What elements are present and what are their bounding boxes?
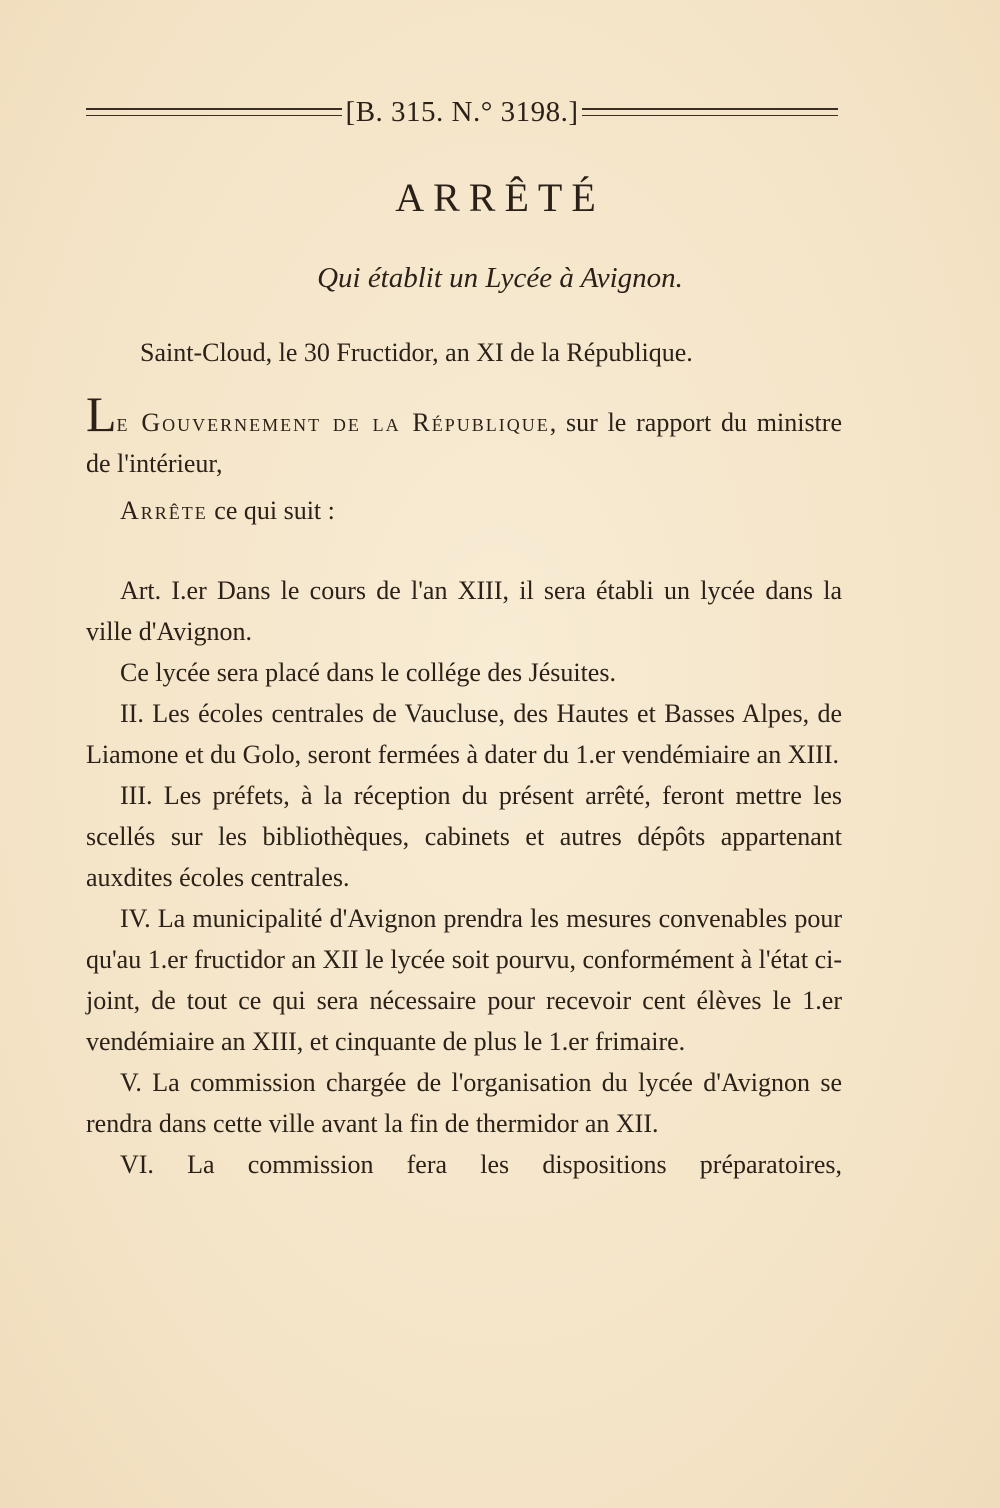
dateline: Saint-Cloud, le 30 Fructidor, an XI de la République. (140, 338, 693, 367)
bulletin-reference: [B. 315. N.° 3198.] (345, 95, 579, 128)
drop-cap: L (86, 386, 117, 442)
document-title: ARRÊTÉ (395, 175, 605, 220)
arrete-rest: ce qui suit : (207, 496, 335, 525)
article-5: V. La commission chargée de l'organisation du lycée d'Avignon se rendra dans cette ville avant la fin de thermidor an XII. (86, 1068, 842, 1138)
arrete-caps: Arrête (120, 496, 208, 525)
arrete-line (120, 496, 335, 526)
article-4: IV. La municipalité d'Avignon prendra les mesures convenables pour qu'au 1.er fructidor an XII le lycée soit pourvu, conformément à l'état ci-joint, de tout ce qui sera nécessaire pour recevoir cent élèves le 1.er vendémiaire an XIII, et cinquante de plus le 1.er frimaire. (86, 904, 842, 1056)
preamble-rest: , sur le rapport du ministre de l'intérieur, (86, 408, 842, 478)
article-2: II. Les écoles centrales de Vaucluse, des Hautes et Basses Alpes, de Liamone et du Golo, seront fermées à dater du 1.er vendémiaire an XIII. (86, 699, 842, 769)
preamble (86, 386, 842, 484)
articles (86, 570, 842, 1185)
article-6: VI. La commission fera les dispositions préparatoires, (120, 1150, 842, 1179)
article-1: Art. I.er Dans le cours de l'an XIII, il sera établi un lycée dans la ville d'Avignon. (86, 576, 842, 646)
article-3: III. Les préfets, à la réception du présent arrêté, feront mettre les scellés sur les bibliothèques, cabinets et autres dépôts appartenant auxdites écoles centrales. (86, 781, 842, 892)
bulletin-header (86, 92, 838, 132)
article-1-continued: Ce lycée sera placé dans le collége des Jésuites. (120, 658, 616, 687)
header-rule-right (582, 108, 838, 116)
header-rule-left (86, 108, 342, 116)
preamble-caps: e Gouvernement de la République (116, 408, 550, 437)
document-subtitle: Qui établit un Lycée à Avignon. (317, 262, 683, 294)
